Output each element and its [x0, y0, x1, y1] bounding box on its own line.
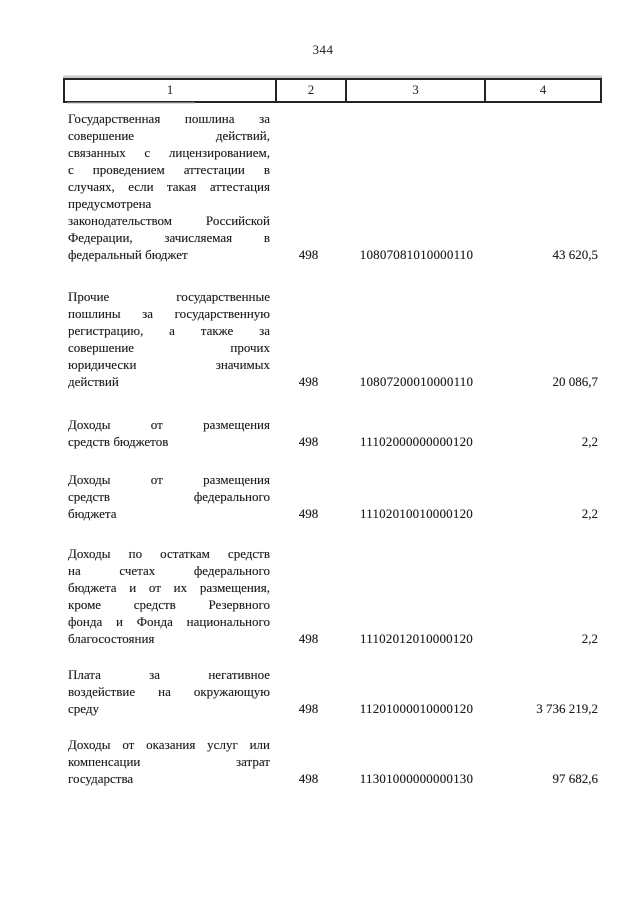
income-name-cell — [68, 288, 270, 390]
income-name-line: Государственная пошлина за — [68, 111, 270, 126]
admin-code-cell: 498 — [298, 506, 319, 521]
table-header-row — [63, 78, 602, 103]
income-name-line: совершение действий, — [68, 128, 270, 143]
income-name-line: воздействие на окружающую — [68, 684, 270, 699]
income-name-line: случаях, если такая аттестация — [68, 179, 270, 194]
kbk-code-cell: 11102010010000120 — [360, 506, 473, 521]
income-name-line: с проведением аттестации в — [68, 162, 270, 177]
kbk-code-cell: 11102000000000120 — [360, 434, 473, 449]
income-name-cell — [68, 471, 270, 522]
admin-code-cell: 498 — [298, 247, 319, 262]
column-header-1: 1 — [166, 82, 174, 97]
income-name-cell — [68, 416, 270, 450]
kbk-code-cell: 11201000010000120 — [359, 701, 474, 716]
income-name-line: юридически значимых — [68, 357, 270, 372]
table-row — [68, 110, 598, 263]
amount-cell: 2,2 — [581, 506, 598, 521]
column-header-3: 3 — [345, 80, 484, 101]
income-name-line: Плата за негативное — [68, 667, 270, 682]
amount-cell: 97 682,6 — [552, 771, 598, 786]
income-name-line: бюджета и от их размещения, — [68, 580, 270, 595]
income-name-line: Доходы по остаткам средств — [68, 546, 270, 561]
column-header-4: 4 — [484, 80, 600, 101]
income-name-line: пошлины за государственную — [68, 306, 270, 321]
income-name-line: регистрацию, а также за — [68, 323, 270, 338]
income-name-line: среду — [68, 701, 99, 716]
admin-code-cell: 498 — [298, 701, 319, 716]
admin-code-cell: 498 — [298, 434, 319, 449]
income-name-line: средств федерального — [68, 489, 270, 504]
income-name-line: Федерации, зачисляемая в — [68, 230, 270, 245]
admin-code-cell: 498 — [298, 771, 319, 786]
income-name-line: средств бюджетов — [68, 434, 169, 449]
kbk-code-cell: 10807200010000110 — [359, 374, 474, 389]
income-name-cell — [68, 110, 270, 263]
income-name-line: государства — [68, 771, 134, 786]
income-name-line: федеральный бюджет — [68, 247, 188, 262]
income-name-line: кроме средств Резервного — [68, 597, 270, 612]
income-name-line: фонда и Фонда национального — [68, 614, 270, 629]
income-name-line: Доходы от размещения — [68, 472, 270, 487]
amount-cell: 20 086,7 — [552, 374, 598, 389]
table-row — [68, 736, 598, 787]
income-name-line: благосостояния — [68, 631, 155, 646]
table-row — [68, 416, 598, 450]
admin-code-cell: 498 — [298, 374, 319, 389]
column-header-2: 2 — [275, 80, 345, 101]
amount-cell: 2,2 — [581, 631, 598, 646]
income-name-line: Доходы от размещения — [68, 417, 270, 432]
page-number: 344 — [312, 42, 334, 57]
table-row — [68, 545, 598, 647]
kbk-code-cell: 10807081010000110 — [359, 247, 474, 262]
table-row — [68, 666, 598, 717]
income-name-line: на счетах федерального — [68, 563, 270, 578]
income-name-line: Доходы от оказания услуг или — [68, 737, 270, 752]
income-name-line: предусмотрена — [68, 196, 152, 211]
income-name-line: законодательством Российской — [68, 213, 270, 228]
kbk-code-cell: 11301000000000130 — [359, 771, 474, 786]
amount-cell: 2,2 — [581, 434, 598, 449]
amount-cell: 43 620,5 — [552, 247, 598, 262]
admin-code-cell: 498 — [298, 631, 319, 646]
income-name-line: действий — [68, 374, 119, 389]
income-name-line: бюджета — [68, 506, 117, 521]
income-name-line: Прочие государственные — [68, 289, 270, 304]
income-name-line: связанных с лицензированием, — [68, 145, 270, 160]
income-name-line: совершение прочих — [68, 340, 270, 355]
amount-cell: 3 736 219,2 — [536, 701, 598, 716]
income-name-line: компенсации затрат — [68, 754, 270, 769]
income-name-cell — [68, 545, 270, 647]
table-row — [68, 471, 598, 522]
kbk-code-cell: 11102012010000120 — [360, 631, 473, 646]
income-name-cell — [68, 666, 270, 717]
table-row — [68, 288, 598, 390]
income-name-cell — [68, 736, 270, 787]
